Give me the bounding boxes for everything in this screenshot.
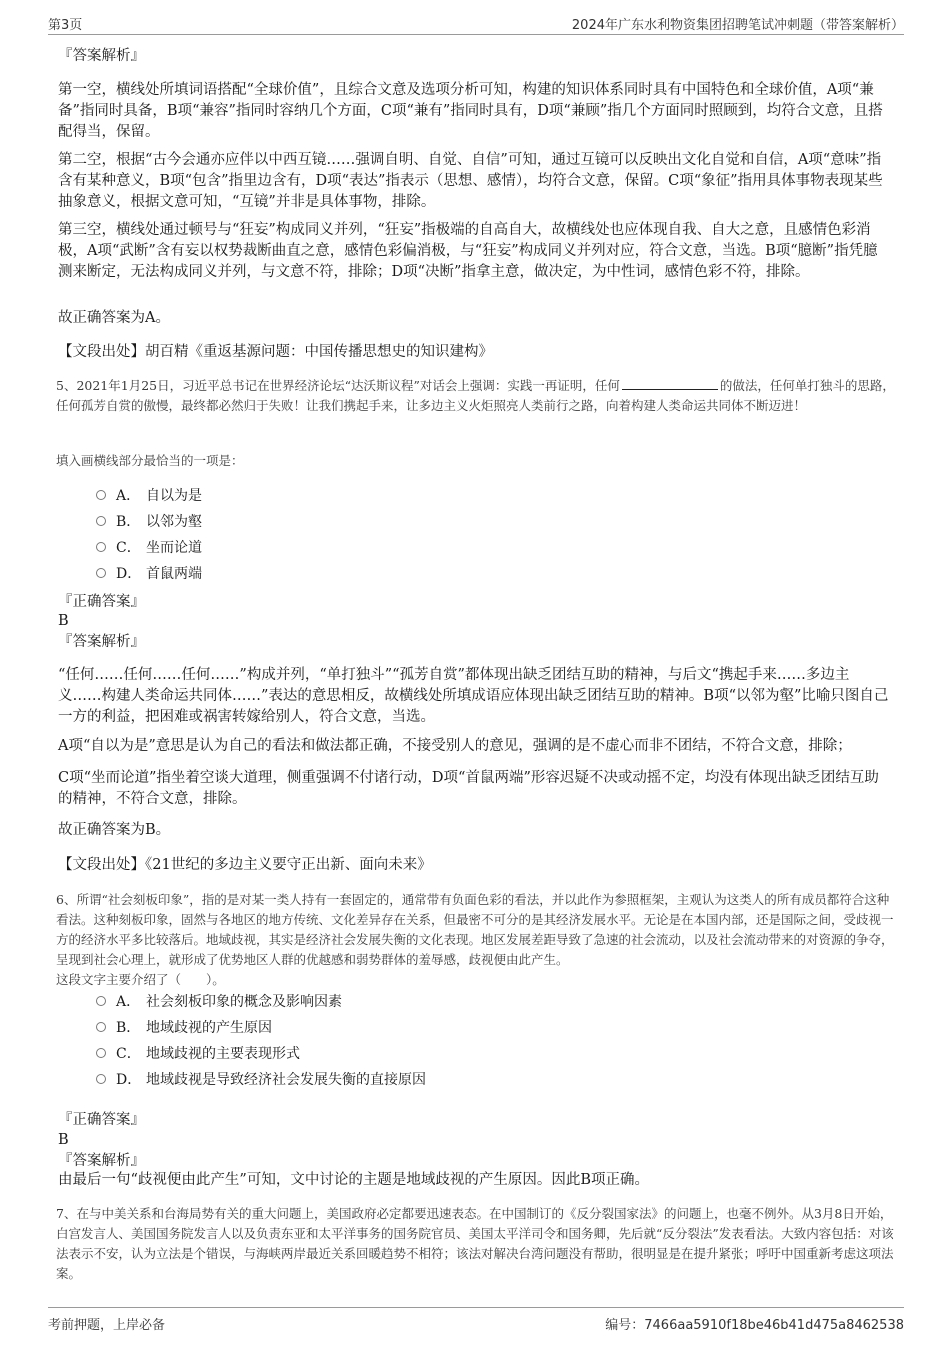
q6-correct-label: 『正确答案』 [58, 1112, 145, 1128]
q5-answer: B [58, 613, 69, 629]
q5-option-c[interactable]: C． 坐而论道 [96, 538, 202, 558]
q6-option-a[interactable]: A． 社会刻板印象的概念及影响因素 [96, 992, 342, 1012]
page-footer [48, 1307, 904, 1333]
q6-analysis: 由最后一句“歧视便由此产生”可知，文中讨论的主题是地域歧视的产生原因。因此B项正确。 [58, 1172, 649, 1188]
document-title: 2024年广东水利物资集团招聘笔试冲刺题（带答案解析） [571, 18, 904, 33]
q6-option-c[interactable]: C． 地域歧视的主要表现形式 [96, 1044, 300, 1064]
radio-icon[interactable] [96, 568, 106, 578]
radio-icon[interactable] [96, 516, 106, 526]
q5-stem [56, 376, 896, 416]
radio-icon[interactable] [96, 490, 106, 500]
q5-option-d[interactable]: D． 首鼠两端 [96, 564, 202, 584]
q6-answer: B [58, 1132, 69, 1148]
q4-analysis-para2: 第二空，根据“古今会通亦应伴以中西互镜……强调自明、自觉、自信”可知，通过互镜可以反映出文化自觉和自信，A项“意味”指含有某种意义，B项“包含”指里边含有，D项“表达”指表示（思想、感情），均符合文意，保留。C项“象征”指用具体事物表现某些抽象意义，根据文意可知，“互镜”并非是具体事物，排除。 [58, 152, 883, 210]
footer-slogan: 考前押题，上岸必备 [48, 1318, 166, 1333]
radio-icon[interactable] [96, 1048, 106, 1058]
q5-option-b[interactable]: B． 以邻为壑 [96, 512, 202, 532]
q5-analysis-para3: C项“坐而论道”指坐着空谈大道理，侧重强调不付诸行动，D项“首鼠两端”形容迟疑不决或动摇不定，均没有体现出缺乏团结互助的精神，不符合文意，排除。 [58, 770, 879, 807]
q4-conclusion: 故正确答案为A。 [58, 310, 170, 326]
radio-icon[interactable] [96, 996, 106, 1006]
q6-option-d[interactable]: D． 地域歧视是导致经济社会发展失衡的直接原因 [96, 1070, 426, 1090]
radio-icon[interactable] [96, 1074, 106, 1084]
q5-option-a[interactable]: A． 自以为是 [96, 486, 202, 506]
radio-icon[interactable] [96, 1022, 106, 1032]
q5-blank [622, 377, 718, 390]
q4-analysis-para3: 第三空，横线处通过顿号与“狂妄”构成同义并列，“狂妄”指极端的自高自大，故横线处也应体现自我、自大之意，且感情色彩消极，A项“武断”含有妄以权势裁断曲直之意，感情色彩偏消极，与“狂妄”构成同义并列对应，符合文意，当选。B项“臆断”指凭臆测来断定，无法构成同义并列，与文意不符，排除；D项“决断”指拿主意，做决定，为中性词，感情色彩不符，排除。 [58, 222, 878, 280]
q5-analysis-para2: A项“自以为是”意思是认为自己的看法和做法都正确，不接受别人的意见，强调的是不虚心而非不团结，不符合文意，排除； [58, 738, 852, 754]
q5-analysis-label: 『答案解析』 [58, 634, 145, 650]
q7-stem: 7、在与中美关系和台海局势有关的重大问题上，美国政府必定都要迅速表态。在中国制订的《反分裂国家法》的问题上，也毫不例外。从3月8日开始，白宫发言人、美国国务院发言人以及负责东亚和太平洋事务的国务院官员、美国太平洋司令和国务卿，先后就“反分裂法”发表看法。大致内容包括：对该法表示不安，认为立法是个错误，与海峡两岸最近关系回暖趋势不相符；该法对解决台湾问题没有帮助，很明显是在提升紧张；呼吁中国重新考虑这项法案。 [56, 1206, 894, 1281]
page-number: 第3页 [48, 18, 83, 33]
q6-analysis-label: 『答案解析』 [58, 1153, 145, 1169]
q5-source: 【文段出处】《21世纪的多边主义要守正出新、面向未来》 [58, 857, 432, 873]
q6-stem: 6、所谓“社会刻板印象”，指的是对某一类人持有一套固定的，通常带有负面色彩的看法，并以此作为参照框架，主观认为这类人的所有成员都符合这种看法。这种刻板印象，固然与各地区的地方传统、文化差异存在关系，但最密不可分的是其经济发展水平。无论是在本国内部，还是国际之间，受歧视一方的经济水平多比较落后。地域歧视，其实是经济社会发展失衡的文化表现。地区发展差距导致了急速的社会流动，以及社会流动带来的对资源的争夺，呈现到社会心理上，就形成了优势地区人群的优越感和弱势群体的羞辱感，歧视便由此产生。 [56, 892, 894, 967]
q4-source: 【文段出处】胡百精《重返基源问题：中国传播思想史的知识建构》 [58, 344, 493, 360]
q6-prompt: 这段文字主要介绍了（ ）。 [56, 972, 225, 987]
radio-icon[interactable] [96, 542, 106, 552]
q4-analysis-label: 『答案解析』 [58, 48, 145, 64]
page-header [48, 12, 904, 35]
footer-code: 编号：7466aa5910f18be46b41d475a8462538 [605, 1318, 904, 1333]
q5-conclusion: 故正确答案为B。 [58, 822, 171, 838]
q4-analysis-para1: 第一空，横线处所填词语搭配“全球价值”，且综合文意及选项分析可知，构建的知识体系同时具有中国特色和全球价值，A项“兼备”指同时具备，B项“兼容”指同时容纳几个方面，C项“兼有”指同时具有，D项“兼顾”指几个方面同时照顾到，均符合文意，且搭配得当，保留。 [58, 82, 883, 140]
q6-option-b[interactable]: B． 地域歧视的产生原因 [96, 1018, 272, 1038]
q5-analysis-para1: “任何……任何……任何……”构成并列，“单打独斗”“孤芳自赏”都体现出缺乏团结互助的精神，与后文“携起手来……多边主义……构建人类命运共同体……”表达的意思相反，故横线处所填成语应体现出缺乏团结互助的精神。B项“以邻为壑”比喻只图自己一方的利益，把困难或祸害转嫁给别人，符合文意，当选。 [58, 667, 889, 725]
q5-prompt: 填入画横线部分最恰当的一项是： [56, 453, 244, 468]
q5-stem-after: 的做法，任何单打独斗的思路，任何孤芳自赏的傲慢，最终都必然归于失败！让我们携起手来，让多边主义火炬照亮人类前行之路，向着构建人类命运共同体不断迈进！ [56, 378, 895, 413]
q5-stem-before: 5、2021年1月25日，习近平总书记在世界经济论坛“达沃斯议程”对话会上强调：实践一再证明，任何 [56, 378, 620, 393]
q5-correct-label: 『正确答案』 [58, 594, 145, 610]
